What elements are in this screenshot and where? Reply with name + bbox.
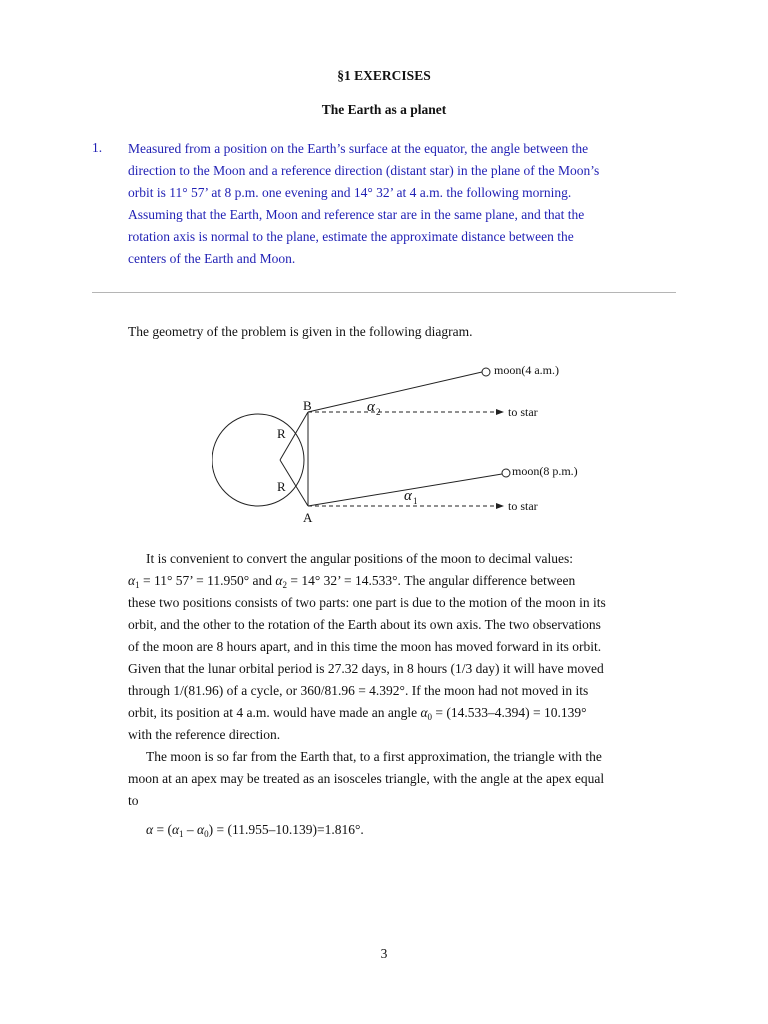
section-divider (92, 292, 676, 293)
exercise-number: 1. (92, 140, 103, 155)
alpha2-label: α (367, 399, 375, 415)
alpha0-value: = (14.533–4.394) = 10.139° (435, 705, 587, 720)
exercise-line: centers of the Earth and Moon. (128, 251, 296, 266)
body-line: to (128, 793, 139, 808)
alpha-symbol: α (146, 822, 154, 837)
exercise-line: orbit is 11° 57’ at 8 p.m. one evening and 14° 32’ at 4 a.m. the following morning. (128, 185, 572, 200)
earth-circle (212, 414, 304, 506)
to-star-label-bottom: to star (508, 499, 538, 513)
body-line: orbit, and the other to the rotation of the Earth about its own axis. The two observations (128, 617, 601, 632)
body-line: moon at an apex may be treated as an isosceles triangle, with the angle at the apex equal (128, 771, 605, 786)
alpha-subscript: 2 (282, 580, 287, 590)
alpha-subscript: 1 (135, 580, 140, 590)
alpha-subscript: 0 (427, 712, 433, 722)
alpha2-definition: = 14° 32’ = 14.533°. The angular difference between (290, 573, 576, 588)
moon-4am-label: moon(4 a.m.) (494, 363, 559, 377)
alpha0-intro: orbit, its position at 4 a.m. would have made an angle (128, 705, 421, 720)
alpha1-label: α (404, 488, 412, 504)
alpha-symbol: α (275, 573, 283, 588)
arrowhead-bottom (496, 503, 504, 509)
to-star-label-top: to star (508, 405, 538, 419)
alpha-symbol: α (171, 822, 180, 837)
body-line: with the reference direction. (128, 727, 281, 742)
alpha2-subscript: 2 (376, 407, 381, 417)
body-line-8 (128, 705, 587, 722)
intro-text: The geometry of the problem is given in the following diagram. (128, 324, 473, 339)
page-subtitle: The Earth as a planet (321, 102, 447, 117)
section-title: §1 EXERCISES (337, 68, 431, 83)
body-line: of the moon are 8 hours apart, and in this time the moon has moved forward in its orbit. (128, 639, 602, 654)
body-line-1: It is convenient to convert the angular positions of the moon to decimal values: (146, 551, 574, 566)
point-b-label: B (303, 398, 312, 413)
moon-8pm-marker (502, 469, 510, 477)
alpha-symbol: α (197, 822, 205, 837)
equation-part: ) = (11.955–10.139)=1.816°. (208, 822, 364, 837)
moon-8pm-label: moon(8 p.m.) (512, 464, 578, 478)
exercise-line: direction to the Moon and a reference direction (distant star) in the plane of the Moon’s (128, 163, 600, 178)
sightline-moon-4am (308, 372, 482, 412)
equation-part: – (183, 822, 198, 837)
page-number: 3 (380, 946, 388, 961)
alpha-subscript: 1 (179, 829, 184, 839)
body-line-2 (128, 573, 575, 590)
radius-label-top: R (277, 426, 286, 441)
exercise-line: rotation axis is normal to the plane, estimate the approximate distance between the (128, 229, 574, 244)
body-line: Given that the lunar orbital period is 27.32 days, in 8 hours (1/3 day) it will have moved (128, 661, 604, 676)
equation-part: = ( (153, 822, 172, 837)
alpha-subscript: 0 (204, 829, 209, 839)
alpha1-subscript: 1 (413, 496, 418, 506)
arrowhead-top (496, 409, 504, 415)
alpha-symbol: α (128, 573, 136, 588)
moon-4am-marker (482, 368, 490, 376)
body-line: through 1/(81.96) of a cycle, or 360/81.96 = 4.392°. If the moon had not moved in its (128, 683, 589, 698)
exercise-text (128, 138, 673, 270)
earth-moon-diagram (212, 360, 602, 530)
apex-angle-equation (146, 822, 364, 839)
body-line: these two positions consists of two parts: one part is due to the motion of the moon in its (128, 595, 606, 610)
alpha1-definition: = 11° 57’ = 11.950° and (142, 573, 276, 588)
exercise-line: Measured from a position on the Earth’s surface at the equator, the angle between the (128, 141, 589, 156)
alpha-symbol: α (420, 705, 428, 720)
exercise-line: Assuming that the Earth, Moon and reference star are in the same plane, and that the (128, 207, 585, 222)
body-line: The moon is so far from the Earth that, to a first approximation, the triangle with the (146, 749, 602, 764)
point-a-label: A (303, 510, 313, 525)
radius-label-bottom: R (277, 479, 286, 494)
